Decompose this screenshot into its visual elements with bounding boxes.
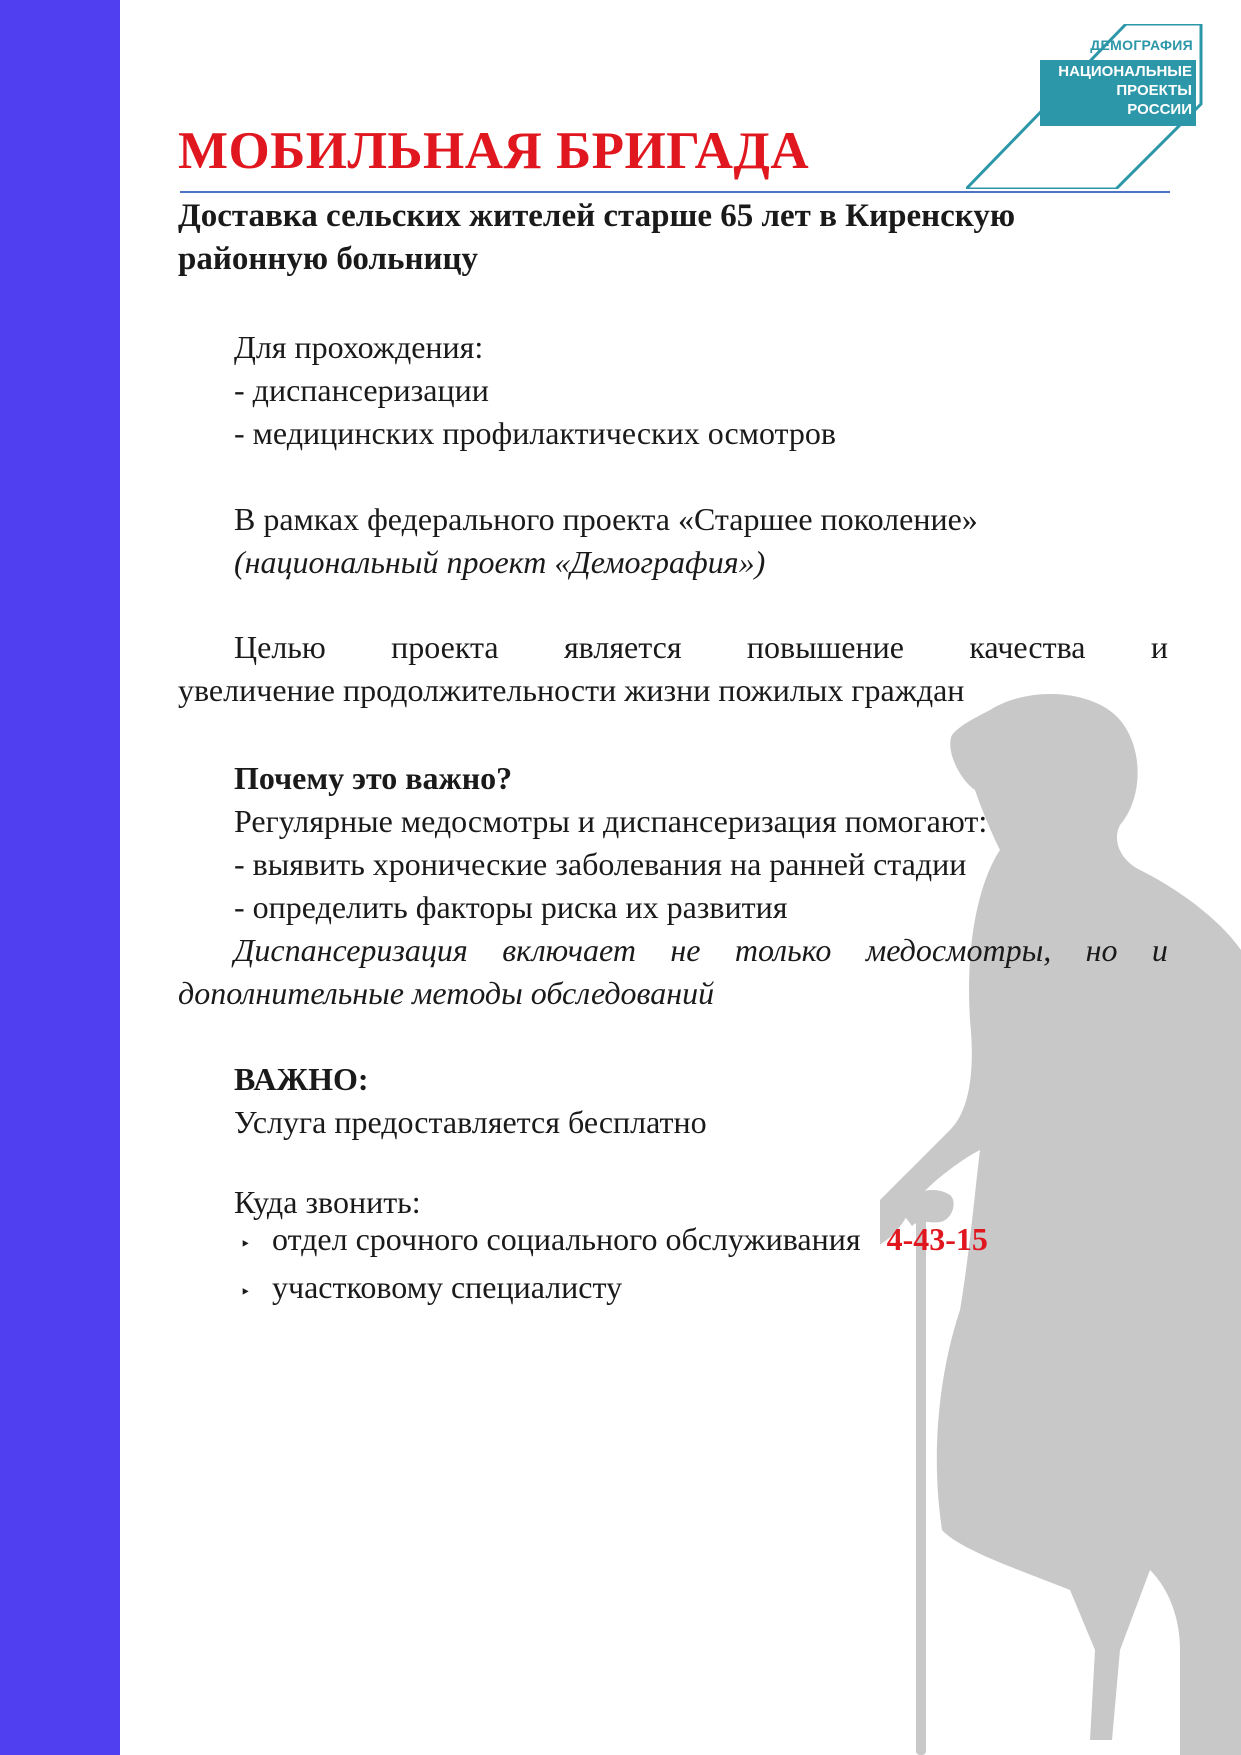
contacts-list [240,1218,988,1314]
goal-continuation: увеличение продолжительности жизни пожилых граждан [178,672,965,708]
why-item: - определить факторы риска их развития [234,889,788,925]
note-word: Диспансеризация [234,932,468,968]
goal-paragraph [178,626,1168,712]
logo-title: ДЕМОГРАФИЯ [1090,37,1193,53]
contacts-heading: Куда звонить: [234,1184,421,1220]
goal-word: Целью [234,629,326,665]
contact-phone: 4-43-15 [886,1221,988,1257]
page-subtitle: Доставка сельских жителей старше 65 лет в Киренскую районную больницу [178,198,1016,277]
why-note [178,929,1168,1015]
note-word: и [1151,932,1168,968]
important-text: Услуга предоставляется бесплатно [234,1104,707,1140]
why-item: - выявить хронические заболевания на ранней стадии [234,846,967,882]
goal-word: и [1150,629,1168,665]
purpose-item: - диспансеризации [234,372,489,408]
goal-word: проекта [391,629,499,665]
note-word: не [670,932,701,968]
contact-item [240,1266,988,1314]
note-word: медосмотры, [865,932,1052,968]
goal-word: является [563,629,682,665]
logo-line: ПРОЕКТЫ [1116,82,1192,99]
why-intro: Регулярные медосмотры и диспансеризация помогают: [234,803,988,839]
project-line: В рамках федерального проекта «Старшее поколение» [234,501,978,537]
purpose-intro: Для прохождения: [234,329,484,365]
contact-label: отдел срочного социального обслуживания [272,1221,861,1257]
bullet-arrow-icon: ‣ [240,1234,251,1254]
logo-national-projects [1040,60,1196,126]
important-heading: ВАЖНО: [234,1061,369,1097]
contact-item [240,1218,988,1266]
why-heading: Почему это важно? [234,760,513,796]
side-color-band [0,0,120,1755]
contact-label: участковому специалисту [272,1269,623,1305]
note-word: но [1085,932,1118,968]
why-note-continuation: дополнительные методы обследований [178,975,715,1011]
project-note: (национальный проект «Демография») [234,544,766,580]
goal-word: повышение [746,629,904,665]
header-divider [180,191,1170,193]
purpose-item: - медицинских профилактических осмотров [234,415,837,451]
logo-line: НАЦИОНАЛЬНЫЕ [1058,63,1192,80]
goal-word: качества [969,629,1086,665]
bullet-arrow-icon: ‣ [240,1282,251,1302]
note-word: только [734,932,832,968]
page-title: МОБИЛЬНАЯ БРИГАДА [178,122,810,180]
logo-line: РОССИИ [1127,101,1192,118]
note-word: включает [502,932,636,968]
